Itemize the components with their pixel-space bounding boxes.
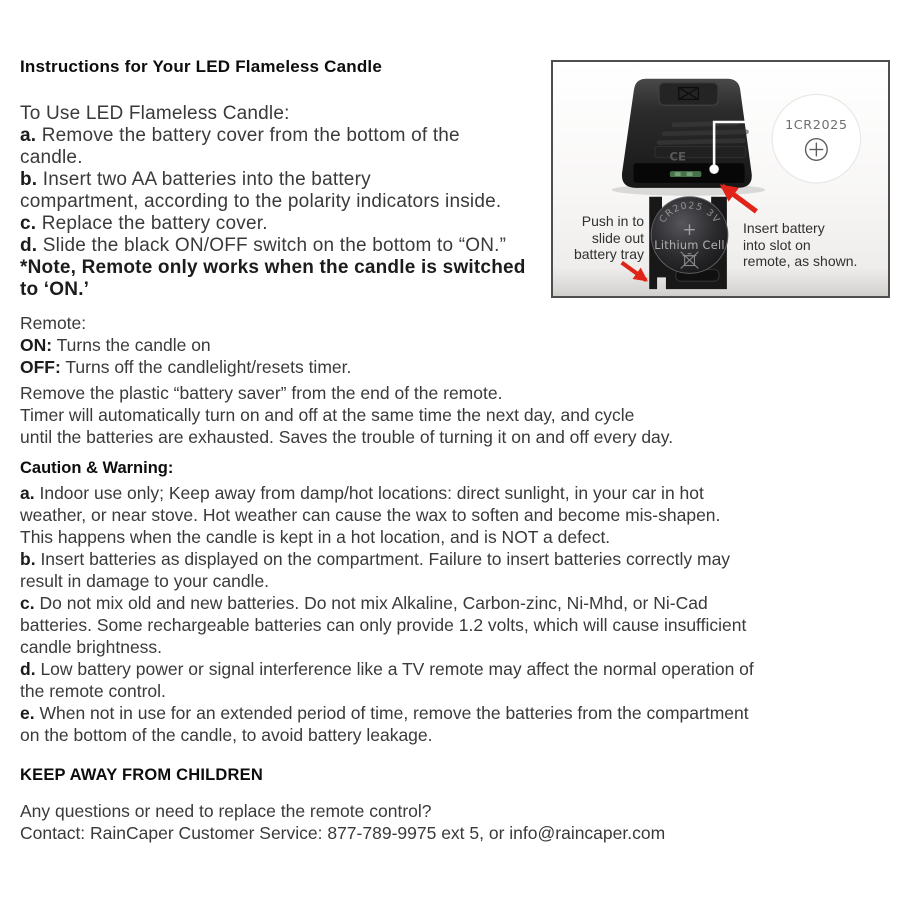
text-line: Any questions or need to replace the remote control? xyxy=(20,801,432,821)
text-line: compartment, according to the polarity indicators inside. xyxy=(20,191,502,212)
text-line: the remote control. xyxy=(20,681,166,701)
text-line: a. Remove the battery cover from the bottom of the xyxy=(20,125,460,146)
battery-edge-in-slot xyxy=(670,171,701,177)
ce-mark: CE xyxy=(669,149,687,164)
section-caution-warning xyxy=(20,482,754,746)
section-contact xyxy=(20,800,665,844)
label-push-to-slide xyxy=(559,213,644,263)
red-arrow-push-tray xyxy=(622,263,647,281)
text-line: c. Do not mix old and new batteries. Do not mix Alkaline, Carbon-zinc, Ni-Mhd, or Ni-Cad xyxy=(20,593,708,613)
battery-type-text: CR2025 3V xyxy=(657,200,723,226)
page-title: Instructions for Your LED Flameless Candle xyxy=(20,57,383,76)
text-line: To Use LED Flameless Candle: xyxy=(20,103,290,124)
text-line: into slot on xyxy=(743,236,811,253)
text-line: weather, or near stove. Hot weather can cause the wax to soften and become mis-shapen. xyxy=(20,505,721,525)
text-line: This happens when the candle is kept in a hot location, and is NOT a defect. xyxy=(20,527,611,547)
text-line: slide out xyxy=(591,229,644,246)
battery-edge-highlight xyxy=(675,172,681,176)
text-line: candle. xyxy=(20,147,83,168)
text-line: d. Slide the black ON/OFF switch on the bottom to “ON.” xyxy=(20,235,507,256)
battery-instruction-photo xyxy=(551,60,890,298)
callout-dot xyxy=(710,165,719,174)
text-line: *Note, Remote only works when the candle is switched xyxy=(20,257,526,278)
text-line: ON: Turns the candle on xyxy=(20,335,211,355)
text-line: e. When not in use for an extended period of time, remove the batteries from the compartment xyxy=(20,703,749,723)
text-line: until the batteries are exhausted. Saves the trouble of turning it on and off every day. xyxy=(20,427,674,447)
battery-edge-highlight xyxy=(687,172,693,176)
text-line: a. Indoor use only; Keep away from damp/hot locations: direct sunlight, in your car in hot xyxy=(20,483,704,503)
text-line: on the bottom of the candle, to avoid battery leakage. xyxy=(20,725,433,745)
caution-warning-heading: Caution & Warning: xyxy=(20,459,174,477)
text-line: Insert battery xyxy=(743,220,825,236)
callout-battery-code: 1CR2025 xyxy=(785,117,848,133)
text-line: b. Insert two AA batteries into the battery xyxy=(20,169,371,190)
text-line: d. Low battery power or signal interference like a TV remote may affect the normal operation of xyxy=(20,659,754,679)
battery-plus-text: + xyxy=(682,219,697,240)
text-line: Remote: xyxy=(20,313,87,333)
text-line: to ‘ON.’ xyxy=(20,279,90,300)
text-line: c. Replace the battery cover. xyxy=(20,213,268,234)
text-line: remote, as shown. xyxy=(743,253,858,269)
keep-away-from-children-heading: KEEP AWAY FROM CHILDREN xyxy=(20,766,263,784)
text-line: b. Insert batteries as displayed on the compartment. Failure to insert batteries correctly may xyxy=(20,549,731,569)
text-line: candle brightness. xyxy=(20,637,163,657)
text-line: OFF: Turns off the candlelight/resets timer. xyxy=(20,357,352,377)
label-insert-battery xyxy=(743,220,883,270)
section-timer xyxy=(20,382,673,448)
text-line: Timer will automatically turn on and off at the same time the next day, and cycle xyxy=(20,405,635,425)
text-line: Push in to xyxy=(581,213,644,229)
section-remote xyxy=(20,312,351,378)
text-line: battery tray xyxy=(573,246,644,262)
battery-brand-text: Lithium Cell xyxy=(654,238,725,252)
text-line: result in damage to your candle. xyxy=(20,571,270,591)
text-line: Contact: RainCaper Customer Service: 877-789-9975 ext 5, or info@raincaper.com xyxy=(20,823,666,843)
text-line: batteries. Some rechargeable batteries can only provide 1.2 volts, which will cause insufficient xyxy=(20,615,747,635)
section-how-to-use xyxy=(20,103,526,301)
text-line: Remove the plastic “battery saver” from the end of the remote. xyxy=(20,383,503,403)
